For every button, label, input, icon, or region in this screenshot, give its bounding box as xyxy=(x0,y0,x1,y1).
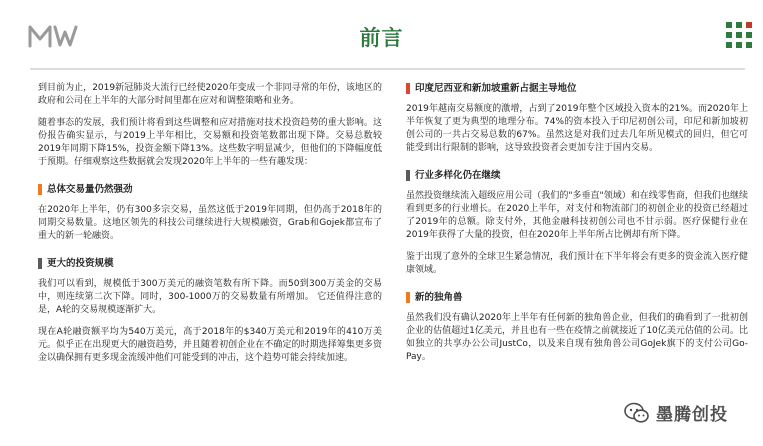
intro-paragraph: 随着事态的发展，我们预计将看到这些调整和应对措施对技术投资趋势的重大影响。这份报告确实显示，与2019上半年相比，交易额和投资笔数都出现下降。交易总数较2019年同期下降15%，投资金额下降13%。这些数字明显减少，但他们的下降幅度低于预期。仔细观察这些数据就会发现2020年上半年的一些有趣发现： xyxy=(38,118,382,167)
section-paragraph: 我们可以看到，规模低于300万美元的融资笔数有所下降。而50到300万美金的交易中，则连续第二次下降。同时，300-1000万的交易数量有所增加。 它还值得注意的是，A轮的交易规模逐渐扩大。 xyxy=(38,279,382,315)
section-paragraph: 现在A轮融资额平均为540万美元，高于2018年的$340万美元和2019年的410万美元。似乎正在出现更大的融资趋势，并且随着初创企业在不确定的时期选择筹集更多资金以确保拥有更多现金流缓冲他们可能受到的冲击，这个趋势可能会持续加速。 xyxy=(38,327,382,363)
section-paragraph: 2019年越南交易额度的激增，占到了2019年整个区域投入资本的21%。而2020年上半年恢复了更为典型的地理分布。74%的资本投入于印尼初创公司，印尼和新加坡初创公司的一共占交易总数的67%。虽然这是对我们过去几年所见模式的回归，但它可能受到出行限制的影响，这导致投资者会更加专注于国内交易。 xyxy=(406,104,748,153)
section-paragraph: 虽然我们没有确认2020年上半年有任何新的独角兽企业，但我们的确看到了一批初创企业的估值超过1亿美元，并且也有一些在疫情之前就接近了10亿美元估值的公司。比如独立的共享办公公司JustCo，以及来自现有独角兽公司GoJek旗下的支付公司Go-Pay。 xyxy=(406,313,748,362)
section-heading xyxy=(38,183,382,196)
section-marker xyxy=(38,184,42,195)
section-heading-text: 行业多样化仍在继续 xyxy=(415,170,501,181)
intro-paragraph: 到目前为止，2019新冠肺炎大流行已经使2020年变成一个非同寻常的年份，该地区的政府和公司在上半年的大部分时间里都在应对和调整策略和业务。 xyxy=(38,83,382,106)
section-heading xyxy=(406,82,748,95)
section-marker xyxy=(406,292,410,303)
section-heading-text: 更大的投资规模 xyxy=(47,258,114,269)
right-column xyxy=(406,82,748,373)
section-marker xyxy=(406,83,410,94)
section-marker xyxy=(406,170,410,181)
page-title: 前言 xyxy=(359,26,404,50)
section-heading-text: 印度尼西亚和新加坡重新占据主导地位 xyxy=(415,83,577,94)
section-heading xyxy=(38,257,382,270)
watermark xyxy=(618,398,734,427)
section-heading xyxy=(406,169,748,182)
section-heading-text: 总体交易量仍然强劲 xyxy=(47,184,133,195)
brand-dots-icon xyxy=(726,22,752,48)
section-heading-text: 新的独角兽 xyxy=(415,292,463,303)
left-column xyxy=(38,82,382,374)
header-divider xyxy=(30,68,745,70)
wechat-icon xyxy=(624,402,650,424)
section-paragraph: 虽然投资继续流入超级应用公司（我们的"多垂直"领域）和在线零售商，但我们也继续看到更多的行业增长。在2020上半年，对支付和物流部门的初创企业的投资已经超过了2019年的总额。除支付外，其他金融科技初创公司也不甘示弱。医疗保健行业在2019年获得了大量的投资，但在2020年上半年所占比例却有所下降。 xyxy=(406,191,748,240)
section-marker xyxy=(38,258,42,269)
section-heading xyxy=(406,291,748,304)
section-paragraph: 鉴于出现了意外的全球卫生紧急情况，我们预计在下半年将会有更多的资金流入医疗健康领域。 xyxy=(406,252,749,275)
watermark-text: 墨腾创投 xyxy=(656,405,728,425)
section-paragraph: 在2020年上半年，仍有300多宗交易，虽然这低于2019年同期，但仍高于2018年的同期交易数量。这地区领先的科技公司继续进行大规模融资，Grab和Gojek都宣布了重大的新一轮融资。 xyxy=(38,205,382,241)
